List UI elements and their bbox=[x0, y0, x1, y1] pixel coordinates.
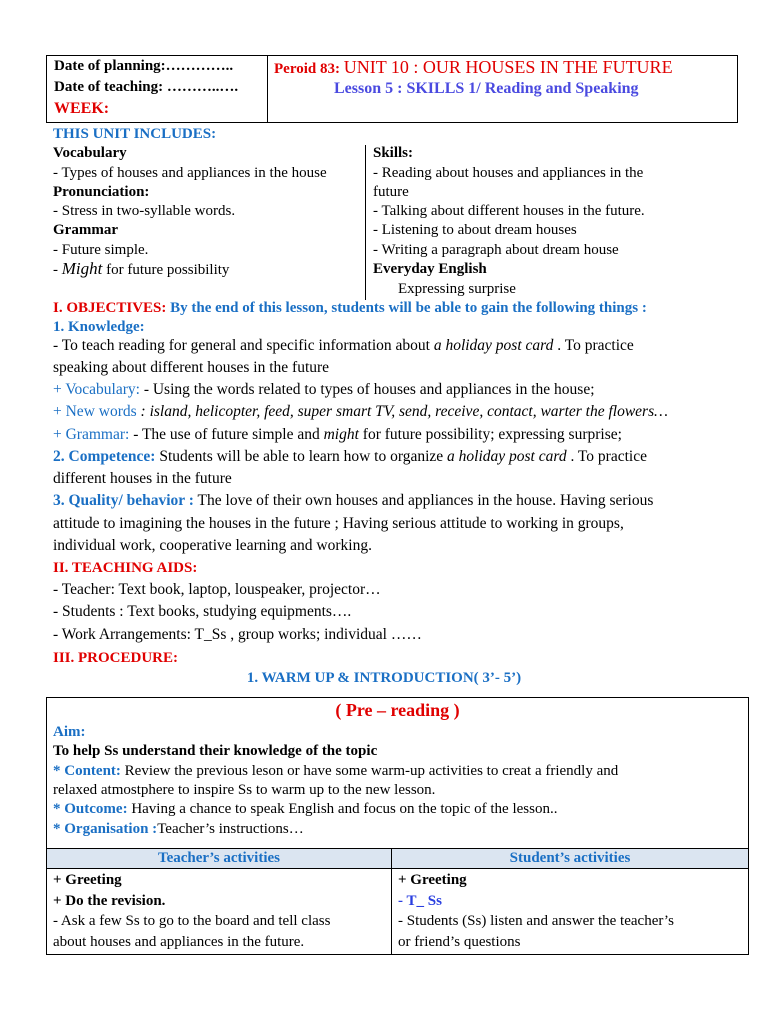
lesson-title: Lesson 5 : SKILLS 1/ Reading and Speaking bbox=[334, 80, 639, 97]
activities-header-row bbox=[47, 849, 749, 869]
period-label: Peroid 83: bbox=[274, 61, 340, 77]
everyday-item: Expressing surprise bbox=[398, 281, 516, 297]
pron-item: - Stress in two-syllable words. bbox=[53, 203, 236, 219]
unit-title bbox=[274, 57, 673, 78]
objectives-title: I. OBJECTIVES: By the end of this lesson, students will be able to gain the following things : bbox=[53, 300, 647, 316]
grammar-line: + Grammar: - The use of future simple and might for future possibility; expressing surprise; bbox=[53, 426, 622, 443]
aids-work: - Work Arrangements: T_Ss , group works; individual …… bbox=[53, 626, 422, 643]
teacher-activities-header: Teacher’s activities bbox=[47, 849, 392, 869]
procedure-title: III. PROCEDURE: bbox=[53, 650, 179, 666]
teacher-greeting: + Greeting bbox=[53, 872, 122, 888]
competence-line-1: 2. Competence: Students will be able to learn how to organize a holiday post card . To practice bbox=[53, 448, 647, 465]
grammar-item-1: - Future simple. bbox=[53, 242, 149, 258]
quality-line-2: attitude to imagining the houses in the future ; Having serious attitude to working in groups, bbox=[53, 515, 624, 532]
header-divider bbox=[267, 56, 268, 122]
student-activities-cell bbox=[392, 869, 749, 955]
date-of-teaching: Date of teaching: ………..…. bbox=[54, 79, 239, 95]
activities-table bbox=[46, 848, 749, 955]
quality-line-3: individual work, cooperative learning and working. bbox=[53, 537, 372, 554]
everyday-heading: Everyday English bbox=[373, 261, 487, 277]
pron-heading: Pronunciation: bbox=[53, 184, 150, 200]
outcome-line: * Outcome: Having a chance to speak English and focus on the topic of the lesson.. bbox=[53, 801, 558, 817]
week-label: WEEK: bbox=[54, 100, 110, 117]
skills-item-4: - Writing a paragraph about dream house bbox=[373, 242, 619, 258]
content-line-2: relaxed atmostphere to inspire Ss to warm up to the new lesson. bbox=[53, 782, 436, 798]
content-line-1: * Content: Review the previous leson or have some warm-up activities to creat a friendly and bbox=[53, 763, 619, 779]
teacher-ask-2: about houses and appliances in the future. bbox=[53, 933, 305, 950]
vocab-heading: Vocabulary bbox=[53, 145, 127, 161]
skills-item-1b: future bbox=[373, 184, 409, 200]
aids-students: - Students : Text books, studying equipments…. bbox=[53, 603, 352, 620]
activities-row bbox=[47, 869, 749, 955]
warmup-title: 1. WARM UP & INTRODUCTION( 3’- 5’) bbox=[246, 670, 522, 686]
teacher-revision: + Do the revision. bbox=[53, 892, 166, 909]
knowledge-line-1: - To teach reading for general and specific information about a holiday post card . To practice bbox=[53, 337, 634, 354]
student-listen-1: - Students (Ss) listen and answer the teacher’s bbox=[398, 913, 674, 929]
competence-line-2: different houses in the future bbox=[53, 470, 232, 487]
aim-label: Aim: bbox=[53, 724, 86, 740]
quality-line-1: 3. Quality/ behavior : The love of their own houses and appliances in the house. Having serious bbox=[53, 492, 654, 509]
unit-includes-title: THIS UNIT INCLUDES: bbox=[53, 126, 217, 142]
aids-title: II. TEACHING AIDS: bbox=[53, 560, 198, 576]
skills-item-3: - Listening to about dream houses bbox=[373, 222, 577, 238]
stage-title: ( Pre – reading ) bbox=[335, 700, 460, 720]
aim-text: To help Ss understand their knowledge of the topic bbox=[53, 743, 378, 759]
student-listen-2: or friend’s questions bbox=[398, 933, 521, 950]
skills-item-1: - Reading about houses and appliances in the bbox=[373, 165, 644, 181]
student-activities-header: Student’s activities bbox=[392, 849, 749, 869]
grammar-item-2: - Might for future possibility bbox=[53, 259, 230, 278]
student-greeting: + Greeting bbox=[398, 872, 467, 888]
vocabulary-line: + Vocabulary: - Using the words related to types of houses and appliances in the house; bbox=[53, 381, 595, 398]
aids-teacher: - Teacher: Text book, laptop, louspeaker, projector… bbox=[53, 581, 381, 598]
knowledge-line-2: speaking about different houses in the future bbox=[53, 359, 330, 376]
vocab-item: - Types of houses and appliances in the house bbox=[53, 165, 327, 181]
pre-reading-box bbox=[46, 697, 749, 849]
skills-heading: Skills: bbox=[373, 145, 414, 161]
teacher-ask-1: - Ask a few Ss to go to the board and tell class bbox=[53, 913, 331, 929]
skills-item-2: - Talking about different houses in the future. bbox=[373, 203, 645, 219]
organisation-line: * Organisation :Teacher’s instructions… bbox=[53, 821, 304, 837]
student-t-ss: - T_ Ss bbox=[398, 892, 442, 909]
knowledge-heading: 1. Knowledge: bbox=[53, 319, 145, 335]
new-words-line: + New words : island, helicopter, feed, super smart TV, send, receive, contact, warter the flowers… bbox=[53, 403, 668, 420]
header-box bbox=[46, 55, 738, 123]
unit-label: UNIT 10 : OUR HOUSES IN THE FUTURE bbox=[343, 57, 673, 77]
teacher-activities-cell bbox=[47, 869, 392, 955]
date-of-planning: Date of planning:………….. bbox=[54, 58, 234, 74]
grammar-heading: Grammar bbox=[53, 222, 118, 238]
